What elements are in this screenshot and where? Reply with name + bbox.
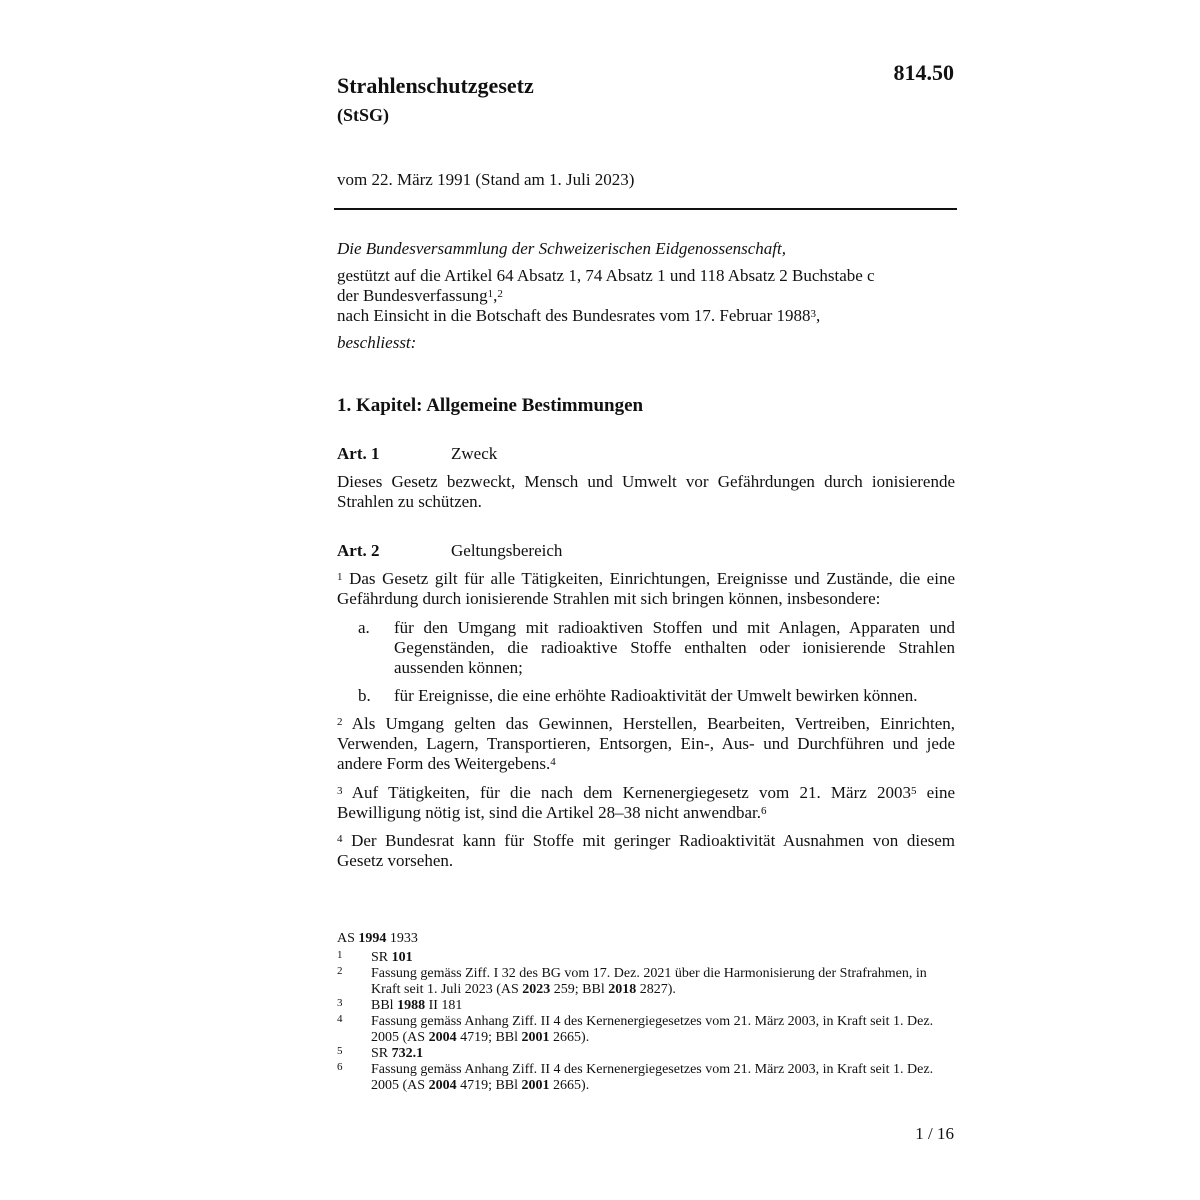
article-1-heading: [337, 444, 955, 464]
footnotes: [337, 931, 952, 1094]
document-date: vom 22. März 1991 (Stand am 1. Juli 2023): [337, 170, 635, 189]
list-text-a: für den Umgang mit radioaktiven Stoffen und mit Anlagen, Apparaten und Gegenständen, die radioaktive Stoffe enthalten oder ionisierende Strahlen aussenden können;: [394, 618, 955, 677]
footnote-text: SR 732.1: [371, 1046, 424, 1061]
footnote-ref-4[interactable]: 4: [550, 756, 556, 768]
document-abbreviation: (StSG): [337, 105, 390, 125]
law-number: 814.50: [893, 60, 954, 85]
footnote-ref-6[interactable]: 6: [761, 805, 767, 817]
footnote-number: 1: [337, 949, 343, 961]
footnote-ref-1[interactable]: 1: [487, 288, 494, 300]
preamble-resolves: beschliesst:: [337, 333, 417, 352]
paragraph-number: 3: [337, 785, 343, 797]
footnote-4: [337, 1014, 952, 1046]
paragraph-number: 2: [337, 716, 343, 728]
paragraph-number: 1: [337, 571, 343, 583]
list-item-a: [337, 618, 955, 678]
header-divider: [334, 208, 957, 210]
footnote-number: 2: [337, 965, 343, 977]
document-title: Strahlenschutzgesetz: [337, 73, 534, 98]
article-1-text: Dieses Gesetz bezweckt, Mensch und Umwelt vor Gefährdungen durch ionisierende Strahlen zu schützen.: [337, 472, 955, 511]
article-1-title: Zweck: [451, 444, 498, 463]
footnote-ref-5[interactable]: 5: [910, 785, 917, 797]
footnote-number: 6: [337, 1061, 343, 1073]
footnote-5: [337, 1046, 952, 1062]
footnote-1: [337, 950, 952, 966]
preamble-basis: gestützt auf die Artikel 64 Absatz 1, 74 Absatz 1 und 118 Absatz 2 Buchstabe c: [337, 266, 875, 285]
preamble-constitution-text: der Bundesverfassung: [337, 286, 488, 305]
footnote-number: 4: [337, 1013, 343, 1025]
official-collection-ref: [337, 931, 952, 947]
paragraph-text: Auf Tätigkeiten, für die nach dem Kernenergiegesetz vom 21. März 2003: [351, 783, 911, 802]
article-1-number: Art. 1: [337, 444, 380, 463]
footnote-ref-2[interactable]: 2: [497, 288, 503, 300]
article-2-paragraph-2: [337, 714, 955, 774]
preamble-message-end: ,: [816, 306, 821, 325]
footnote-text: Fassung gemäss Anhang Ziff. II 4 des Kernenergiegesetzes vom 21. März 2003, in Kraft seit 1. Dez. 2005 (AS 2004 4719; BBl 2001 2665).: [371, 1014, 934, 1045]
preamble-message-text: nach Einsicht in die Botschaft des Bundesrates vom 17. Februar 1988: [337, 306, 811, 325]
chapter-heading: 1. Kapitel: Allgemeine Bestimmungen: [337, 395, 644, 416]
page-number: 1 / 16: [915, 1124, 954, 1143]
footnote-ref-3[interactable]: 3: [810, 308, 817, 320]
article-2-paragraph-3: [337, 783, 955, 823]
footnote-6: [337, 1062, 952, 1094]
footnote-text: SR 101: [371, 950, 413, 965]
footnote-3: [337, 998, 952, 1014]
paragraph-text: Das Gesetz gilt für alle Tätigkeiten, Einrichtungen, Ereignisse und Zustände, die eine Gefährdung durch ionisierende Strahlen mit sich bringen können, insbesondere:: [337, 569, 955, 608]
paragraph-number: 4: [337, 833, 343, 845]
footnote-text: Fassung gemäss Anhang Ziff. II 4 des Kernenergiegesetzes vom 21. März 2003, in Kraft seit 1. Dez. 2005 (AS 2004 4719; BBl 2001 2665).: [371, 1062, 934, 1093]
list-item-b: [337, 686, 955, 706]
footnote-text: BBl 1988 II 181: [371, 998, 463, 1013]
preamble-authority: Die Bundesversammlung der Schweizerischen Eidgenossenschaft,: [337, 239, 786, 258]
article-2-paragraph-1: [337, 569, 955, 609]
footnote-number: 5: [337, 1045, 343, 1057]
as-year: 1994: [358, 931, 387, 946]
paragraph-text: Als Umgang gelten das Gewinnen, Herstellen, Bearbeiten, Vertreiben, Einrichten, Verwenden, Lagern, Transportieren, Entsorgen, Ein-, Aus- und Durchführen und jede andere Form des Weitergebens.: [337, 714, 956, 773]
article-2-paragraph-4: [337, 831, 955, 871]
footnote-text: Fassung gemäss Ziff. I 32 des BG vom 17. Dez. 2021 über die Harmonisierung der Strafrahmen, in Kraft seit 1. Juli 2023 (AS 2023 259; BBl 2018 2827).: [371, 966, 927, 997]
as-page: 1933: [386, 931, 418, 946]
list-text-b: für Ereignisse, die eine erhöhte Radioaktivität der Umwelt bewirken können.: [394, 686, 918, 705]
preamble-message: [337, 306, 955, 326]
list-letter-b: b.: [358, 686, 371, 705]
article-2-heading: [337, 541, 955, 561]
as-prefix: AS: [337, 931, 359, 946]
footnote-2: [337, 966, 952, 998]
footnote-number: 3: [337, 997, 343, 1009]
preamble-constitution: [337, 286, 955, 306]
article-2-title: Geltungsbereich: [451, 541, 563, 560]
list-letter-a: a.: [358, 618, 370, 637]
paragraph-text-continued: eine Bewilligung nötig ist, sind die Artikel 28–38 nicht anwendbar.: [337, 783, 955, 822]
preamble-comma: ,: [493, 286, 498, 305]
article-2-number: Art. 2: [337, 541, 380, 560]
paragraph-text: Der Bundesrat kann für Stoffe mit geringer Radioaktivität Ausnahmen von diesem Gesetz vorsehen.: [337, 831, 956, 870]
